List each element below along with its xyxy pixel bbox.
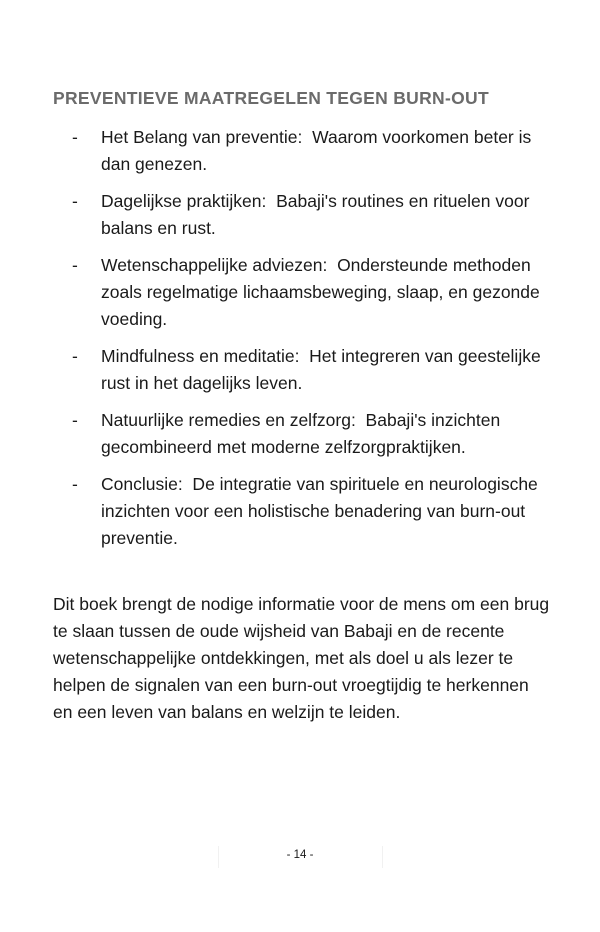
list-item — [53, 471, 553, 552]
bullet-dash: - — [72, 346, 78, 366]
bullet-dash: - — [72, 127, 78, 147]
list-item-text: Dagelijkse praktijken: Babaji's routines en rituelen voor balans en rust. — [101, 191, 530, 238]
list-item-text: Wetenschappelijke adviezen: Ondersteunde methoden zoals regelmatige lichaamsbeweging, slaap, en gezonde voeding. — [101, 255, 540, 329]
list-item — [53, 124, 553, 178]
body-paragraph: Dit boek brengt de nodige informatie voor de mens om een brug te slaan tussen de oude wijsheid van Babaji en de recente wetenschappelijke ontdekkingen, met als doel u als lezer te helpen de signalen van een burn-out vroegtijdig te herkennen en een leven van balans en welzijn te leiden. — [53, 594, 550, 722]
list-item-text: Natuurlijke remedies en zelfzorg: Babaji's inzichten gecombineerd met moderne zelfzorgpraktijken. — [101, 410, 501, 457]
list-item-text: Mindfulness en meditatie: Het integreren van geestelijke rust in het dagelijks leven. — [101, 346, 541, 393]
list-item — [53, 252, 553, 333]
section-heading: PREVENTIEVE MAATREGELEN TEGEN BURN-OUT — [53, 88, 489, 108]
bullet-dash: - — [72, 255, 78, 275]
bullet-list — [53, 124, 553, 562]
list-item-text: Het Belang van preventie: Waarom voorkomen beter is dan genezen. — [101, 127, 532, 174]
list-item — [53, 343, 553, 397]
page-number: - 14 - — [286, 849, 314, 861]
bullet-dash: - — [72, 474, 78, 494]
bullet-dash: - — [72, 410, 78, 430]
list-item-text: Conclusie: De integratie van spirituele en neurologische inzichten voor een holistische benadering van burn-out preventie. — [101, 474, 538, 548]
list-item — [53, 407, 553, 461]
bullet-dash: - — [72, 191, 78, 211]
list-item — [53, 188, 553, 242]
